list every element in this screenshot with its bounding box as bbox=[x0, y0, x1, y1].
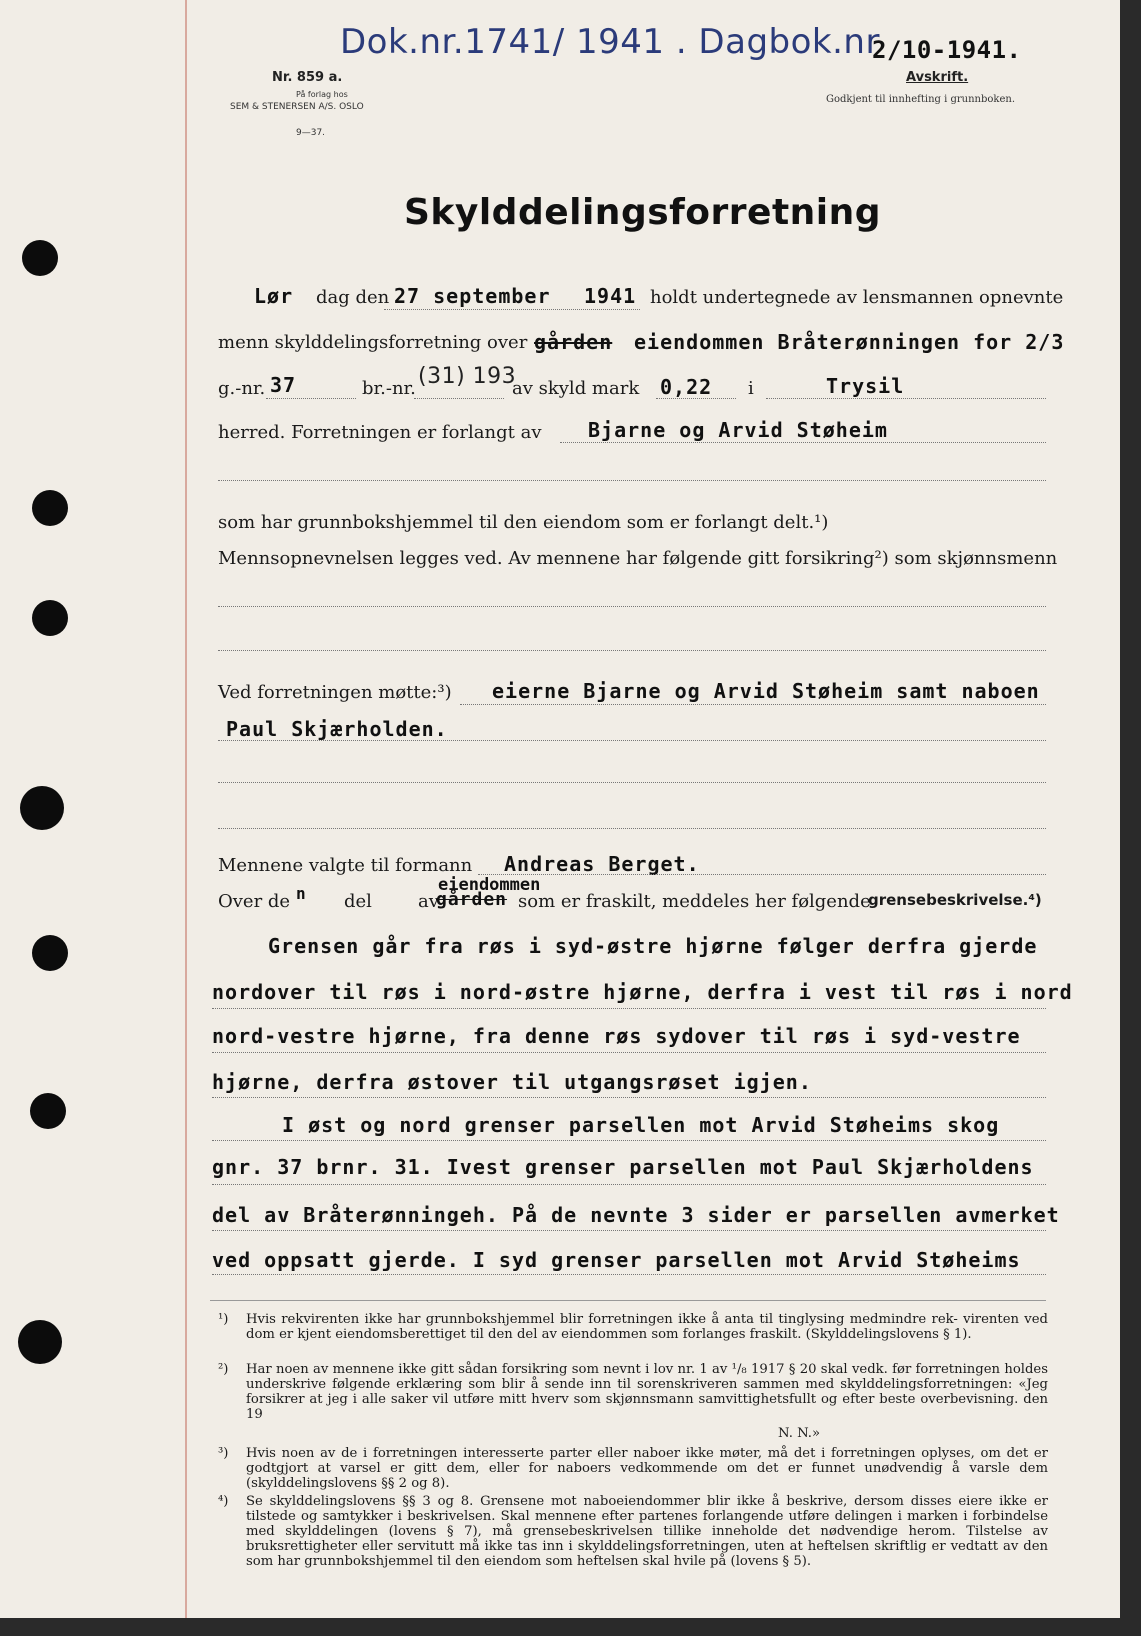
dotted-line bbox=[212, 1008, 1046, 1009]
boundary-line: del av Bråterønningeh. På de nevnte 3 sider er parsellen avmerket bbox=[212, 1203, 1060, 1227]
chair-label: Mennene valgte til formann bbox=[218, 855, 473, 876]
footnote bbox=[218, 1362, 1048, 1422]
boundary-line: hjørne, derfra østover til utgangsrøset igjen. bbox=[212, 1070, 812, 1094]
del-label: del bbox=[344, 891, 372, 912]
publisher-line2: SEM & STENERSEN A/S. OSLO bbox=[230, 102, 364, 112]
dotted-line bbox=[218, 650, 1046, 651]
footnote-text: Hvis noen av de i forretningen interesserte parter eller naboer ikke møter, må det i forretningen oplyses, om det er godtgjort at varsel er gitt dem, eller for naboers vedkommende om det er funnet unødvendig å varsle dem (skylddelingslovens §§ 2 og 8). bbox=[246, 1446, 1048, 1491]
dotted-line bbox=[384, 309, 640, 310]
over-superscript: n bbox=[296, 884, 307, 903]
line2-prefix: menn skylddelingsforretning over bbox=[218, 332, 528, 353]
handwritten-stamp: Dok.nr.1741/ 1941 . Dagbok.nr bbox=[340, 22, 880, 62]
dotted-line bbox=[218, 740, 1046, 741]
dotted-line bbox=[218, 480, 1046, 481]
dotted-line bbox=[560, 442, 1046, 443]
gnr-value: 37 bbox=[270, 373, 297, 397]
margin-line bbox=[185, 0, 187, 1618]
dotted-line bbox=[212, 1052, 1046, 1053]
binder-hole bbox=[18, 1320, 62, 1364]
boundary-line: ved oppsatt gjerde. I syd grenser parsellen mot Arvid Støheims bbox=[212, 1248, 1021, 1272]
insert-above: eiendommen bbox=[438, 875, 541, 895]
binder-hole bbox=[32, 490, 68, 526]
print-code: 9—37. bbox=[296, 128, 326, 138]
footnote-text: Se skylddelingslovens §§ 3 og 8. Grensene mot naboeiendommer blir ikke å beskrive, dersom disses eiere ikke er tilstede og samtykker i beskrivelsen. Skal mennene efter partenes forlangende utføre delingen i marken i forbindelse med skylddelingen (lovens § 7), må grensebeskrivelsen tillike inneholde det nødvendige herom. Tilstelse av bruksrettigheter eller servitutt må ikke tas inn i skylddelingsforretningen, uten at heftelsen skriftlig er vedtatt av den som har grunnbokshjemmel til den eiendom som heftelsen skal hvile på (lovens § 5). bbox=[246, 1494, 1048, 1569]
dotted-line bbox=[478, 874, 1046, 875]
dotted-line bbox=[212, 1274, 1046, 1275]
boundary-line: nordover til røs i nord-østre hjørne, derfra i vest til røs i nord bbox=[212, 980, 1073, 1004]
form-number: Nr. 859 a. bbox=[272, 70, 343, 85]
boundary-line: gnr. 37 brnr. 31. Ivest grenser parsellen mot Paul Skjærholdens bbox=[212, 1155, 1034, 1179]
hjemmel-text: som har grunnbokshjemmel til den eiendom som er forlangt delt.¹) bbox=[218, 512, 829, 533]
dotted-line bbox=[460, 704, 1046, 705]
struck-word: gården bbox=[534, 330, 613, 354]
date-year: 1941 bbox=[584, 284, 637, 308]
footnote-text: Har noen av mennene ikke gitt sådan forsikring som nevnt i lov nr. 1 av ¹/₈ 1917 § 20 skal vedk. før forretningen holdes underskrive følgende erklæring som blir å sende inn til sorenskriveren sammen med skylddelingsforretningen: «Jeg forsikrer at jeg i alle saker vil utføre mitt hverv som skjønnsmann samvittighetsfullt og efter beste overbevisning. den 19 bbox=[246, 1362, 1048, 1422]
requesters: Bjarne og Arvid Støheim bbox=[588, 418, 888, 442]
footnote-mark: ³) bbox=[218, 1446, 229, 1461]
footnote bbox=[218, 1494, 1048, 1569]
footnote-mark: ¹) bbox=[218, 1312, 229, 1327]
municipality: Trysil bbox=[826, 374, 905, 398]
gnr-label: g.-nr. bbox=[218, 378, 266, 399]
grense-label: grensebeskrivelse.⁴) bbox=[868, 891, 1042, 909]
property-text: eiendommen Bråterønningen for 2/3 bbox=[634, 330, 1065, 354]
boundary-line: Grensen går fra røs i syd-østre hjørne følger derfra gjerde bbox=[268, 934, 1038, 958]
binder-hole bbox=[32, 935, 68, 971]
stamp-date: 2/10-1941. bbox=[872, 36, 1022, 64]
attended-line1: eierne Bjarne og Arvid Støheim samt naboen bbox=[492, 679, 1040, 703]
binder-hole bbox=[32, 600, 68, 636]
menn-text: Mennsopnevnelsen legges ved. Av mennene har følgende gitt forsikring²) som skjønnsmenn bbox=[218, 548, 1058, 569]
approval-note: Godkjent til innhefting i grunnboken. bbox=[826, 94, 1015, 105]
brnr-label: br.-nr. bbox=[362, 378, 416, 399]
boundary-line: I øst og nord grenser parsellen mot Arvid Støheims skog bbox=[282, 1113, 1000, 1137]
footnote-divider bbox=[210, 1300, 1046, 1301]
dotted-line bbox=[212, 1184, 1046, 1185]
footnote-text: Hvis rekvirenten ikke har grunnbokshjemmel blir forretningen ikke å anta til tinglysing medmindre rek- virenten ved dom er kjent eiendomsberettiget til den del av eiendommen som forlanges fraskilt. (Skylddelingslovens § 1). bbox=[246, 1312, 1048, 1342]
copy-label: Avskrift. bbox=[906, 70, 969, 85]
dotted-line bbox=[212, 1230, 1046, 1231]
footnote-mark: ²) bbox=[218, 1362, 229, 1377]
footnote bbox=[218, 1312, 1048, 1342]
footnote-mark: ⁴) bbox=[218, 1494, 229, 1509]
dotted-line bbox=[414, 398, 504, 399]
skyld-value: 0,22 bbox=[660, 375, 713, 399]
footnote-signature: N. N.» bbox=[778, 1426, 821, 1441]
av-label: av bbox=[418, 891, 439, 912]
boundary-line: nord-vestre hjørne, fra denne røs sydover til røs i syd-vestre bbox=[212, 1024, 1021, 1048]
date-label: dag den bbox=[316, 287, 390, 308]
skyld-label: av skyld mark bbox=[512, 378, 640, 399]
attended-label: Ved forretningen møtte:³) bbox=[218, 682, 452, 703]
publisher-line1: På forlag hos bbox=[296, 90, 348, 99]
binder-hole bbox=[22, 240, 58, 276]
footnote bbox=[218, 1446, 1048, 1491]
fraskilt-text: som er fraskilt, meddeles her følgende bbox=[518, 891, 871, 912]
binder-hole bbox=[20, 786, 64, 830]
dotted-line bbox=[212, 1140, 1046, 1141]
dotted-line bbox=[266, 398, 356, 399]
over-label: Over de bbox=[218, 891, 291, 912]
dotted-line bbox=[218, 828, 1046, 829]
brnr-value: (31) 193 bbox=[418, 364, 517, 389]
herred-label: herred. Forretningen er forlangt av bbox=[218, 422, 542, 443]
date-day: 27 september bbox=[394, 284, 551, 308]
dotted-line bbox=[656, 398, 736, 399]
dotted-line bbox=[766, 398, 1046, 399]
in-label: i bbox=[748, 378, 754, 399]
line1-suffix: holdt undertegnede av lensmannen opnevnte bbox=[650, 287, 1064, 308]
dotted-line bbox=[212, 1097, 1046, 1098]
dotted-line bbox=[218, 606, 1046, 607]
binder-hole bbox=[30, 1093, 66, 1129]
weekday-prefix: Lør bbox=[254, 284, 294, 308]
chair-value: Andreas Berget. bbox=[504, 852, 700, 876]
attended-line2: Paul Skjærholden. bbox=[226, 717, 448, 741]
footnote bbox=[218, 1426, 1048, 1441]
dotted-line bbox=[218, 782, 1046, 783]
page-title: Skylddelingsforretning bbox=[404, 192, 882, 233]
struck-garden: gården bbox=[436, 889, 508, 910]
